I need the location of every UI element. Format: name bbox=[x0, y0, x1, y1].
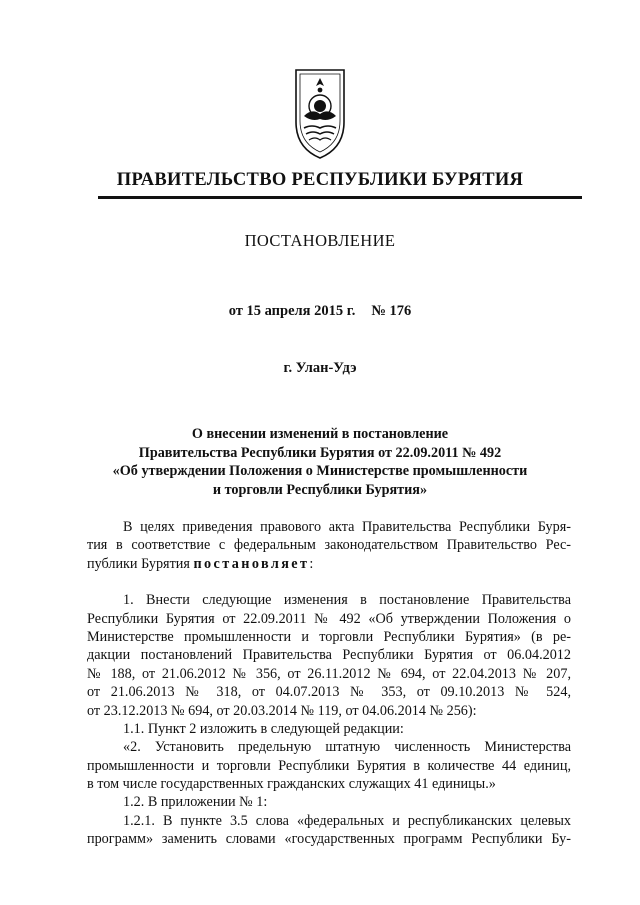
title-line: и торговли Республики Бурятия» bbox=[212, 481, 428, 498]
preamble-line: В целях приведения правового акта Правительства Республики Буря- bbox=[123, 519, 571, 535]
body-line: Республики Бурятия от 22.09.2011 № 492 «Об утверждении Положения о bbox=[87, 610, 571, 627]
body-line: № 188, от 21.06.2012 № 356, от 26.11.2012 № 694, от 22.04.2013 № 207, bbox=[87, 665, 571, 682]
paragraph-gap bbox=[87, 573, 571, 591]
resolves-word: постановляет bbox=[193, 555, 310, 572]
document-type: ПОСТАНОВЛЕНИЕ bbox=[244, 231, 396, 250]
organization-name: ПРАВИТЕЛЬСТВО РЕСПУБЛИКИ БУРЯТИЯ bbox=[116, 170, 524, 190]
body-line: программ» заменить словами «государственных программ Республики Бу- bbox=[87, 831, 571, 848]
body-line: Министерстве промышленности и торговли Республики Бурятия» (в ре- bbox=[87, 628, 571, 645]
body-line: 1.2.1. В пункте 3.5 слова «федеральных и республиканских целевых bbox=[123, 812, 571, 829]
document-title bbox=[0, 425, 640, 499]
document-number: № 176 bbox=[371, 303, 412, 319]
title-line: О внесении изменений в постановление bbox=[191, 426, 449, 442]
title-line: Правительства Республики Бурятия от 22.09.2011 № 492 bbox=[138, 444, 502, 461]
preamble-colon: : bbox=[309, 555, 314, 572]
body-line: в том числе государственных гражданских служащих 41 единицы.» bbox=[87, 776, 496, 793]
document-date: от 15 апреля 2015 г. bbox=[228, 303, 356, 319]
body-line: промышленности и торговли Республики Бурятия в количестве 44 единиц, bbox=[87, 757, 571, 774]
body-line: «2. Установить предельную штатную численность Министерства bbox=[123, 739, 571, 756]
title-line: «Об утверждении Положения о Министерстве промышленности bbox=[112, 463, 528, 479]
republic-of-buryatia-coat-of-arms-icon bbox=[292, 64, 348, 162]
body-line: дакции постановлений Правительства Республики Бурятия от 06.04.2012 bbox=[87, 647, 571, 664]
body-line: 1.2. В приложении № 1: bbox=[123, 794, 268, 811]
date-number-line bbox=[0, 303, 640, 320]
preamble-line bbox=[87, 555, 571, 573]
preamble-text: публики Бурятия bbox=[87, 555, 194, 572]
preamble-line: тия в соответствие с федеральным законодательством Правительство Рес- bbox=[87, 537, 571, 554]
document-city: г. Улан-Удэ bbox=[283, 360, 357, 376]
body-line: 1.1. Пункт 2 изложить в следующей редакции: bbox=[123, 720, 404, 737]
document-body bbox=[87, 518, 571, 849]
body-line: 1. Внести следующие изменения в постановление Правительства bbox=[123, 592, 571, 609]
header-divider bbox=[98, 196, 582, 199]
body-line: от 23.12.2013 № 694, от 20.03.2014 № 119, от 04.06.2014 № 256): bbox=[87, 702, 477, 719]
body-line: от 21.06.2013 № 318, от 04.07.2013 № 353, от 09.10.2013 № 524, bbox=[87, 684, 571, 701]
